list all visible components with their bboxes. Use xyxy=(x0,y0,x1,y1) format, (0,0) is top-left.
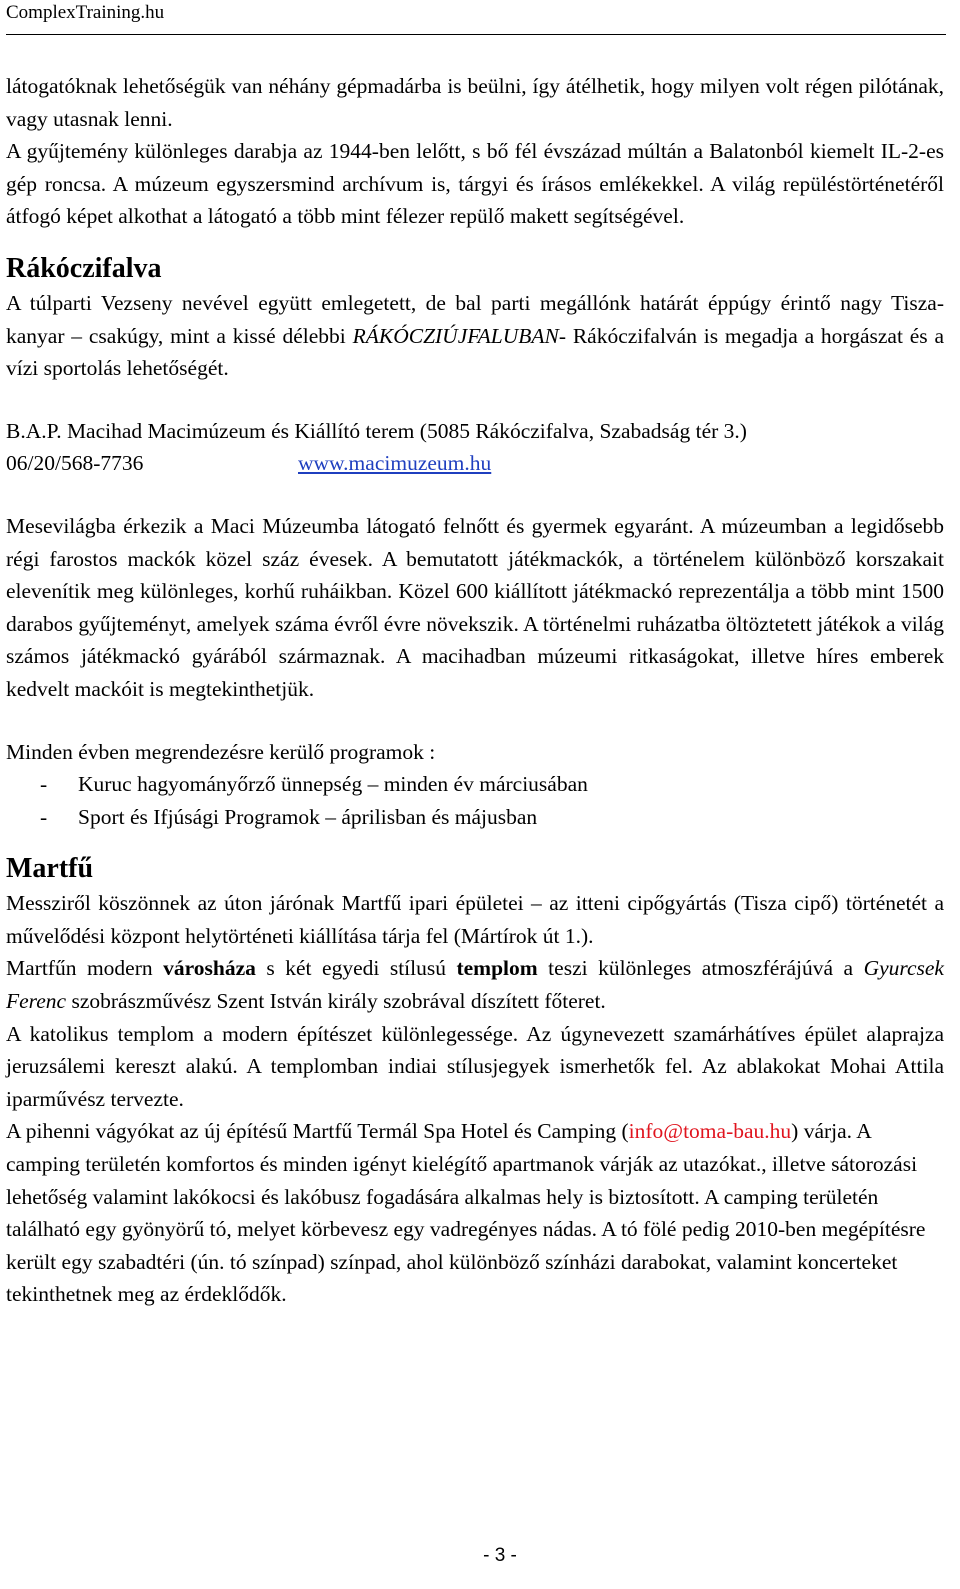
page-number: - 3 - xyxy=(483,1545,517,1566)
phone-number: 06/20/568-7736 xyxy=(6,451,144,476)
contact-row xyxy=(6,447,944,480)
program-text: Sport és Ifjúsági Programok – áprilisban és májusban xyxy=(78,804,538,829)
text-span: s két egyedi stílusú xyxy=(255,956,457,981)
list-item xyxy=(6,768,944,801)
bold-term: templom xyxy=(456,956,538,981)
person-name-italic: Gyurcsek Ferenc xyxy=(6,956,944,1014)
section-heading-martfu: Martfű xyxy=(6,853,94,885)
text-span: A pihenni vágyókat az új építésű Martfű Termál Spa Hotel és Camping ( xyxy=(6,1119,629,1144)
page-header xyxy=(6,0,946,35)
bold-term: városháza xyxy=(163,956,256,981)
section-heading-rakoczifalva: Rákóczifalva xyxy=(6,252,162,284)
page-footer xyxy=(0,1545,960,1567)
intro-paragraph-1: látogatóknak lehetőségük van néhány gépmadárba is beülni, így átélhetik, hogy milyen volt régen pilótának, vagy utasnak lenni. xyxy=(6,74,944,131)
website-link[interactable]: www.macimuzeum.hu xyxy=(298,451,492,476)
list-bullet: - xyxy=(40,804,48,829)
program-text: Kuruc hagyományőrző ünnepség – minden év márciusában xyxy=(78,772,588,797)
text-span: Martfűn modern xyxy=(6,956,164,981)
email-link[interactable]: info@toma-bau.hu xyxy=(628,1119,792,1144)
rakoczifalva-paragraph-1 xyxy=(6,287,944,385)
museum-line: B.A.P. Macihad Macimúzeum és Kiállító terem (5085 Rákóczifalva, Szabadság tér 3.) xyxy=(6,418,747,443)
place-name-italic: RÁKÓCZIÚJFALUBAN xyxy=(352,323,559,348)
list-item xyxy=(6,801,944,834)
document-body xyxy=(6,70,944,1311)
martfu-paragraph-3: A katolikus templom a modern építészet különlegessége. Az úgynevezett szamárhátíves épület alaprajza jeruzsálemi kereszt alakú. A templomban indiai stílusjegyek ismerhetők fel. Az ablakokat Mohai Attila iparművész tervezte. xyxy=(6,1021,944,1111)
text-span: A túlparti Vezseny nevével együtt emlegetett, de bal parti megállónk határát éppúgy érintő nagy Tisza-kanyar – csakúgy, mint a kissé délebbi xyxy=(6,290,944,348)
text-span: teszi különleges atmoszférájúvá a xyxy=(537,956,864,981)
text-span: szobrászművész Szent István király szobrával díszített főteret. xyxy=(66,989,606,1014)
list-bullet: - xyxy=(40,772,48,797)
text-span: ) várja. A camping területén komfortos és minden igényt kielégítő apartmanok várják az utazókat., illetve sátorozási lehetőség valamint lakókocsi és lakóbusz fogadására alkalmas hely is biztosított. A camping területén található egy gyönyörű tó, melyet körbevesz egy vadregényes nádas. A tó fölé pedig 2010-ben megépítésre került egy szabadtéri (ún. tó színpad) színpad, ahol különböző színházi darabokat, valamint koncerteket tekinthetnek meg az érdeklődők. xyxy=(6,1119,926,1307)
martfu-paragraph-2 xyxy=(6,952,944,1017)
text-span: - Rákóczifalván is megadja a horgászat és a vízi sportolás lehetőségét. xyxy=(6,323,944,381)
site-name: ComplexTraining.hu xyxy=(6,2,165,23)
rakoczifalva-paragraph-2: Mesevilágba érkezik a Maci Múzeumba látogató felnőtt és gyermek egyaránt. A múzeumban a legidősebb régi farostos mackók közel száz évesek. A bemutatott játékmackók, a történelem különböző korszakait elevenítik meg különleges, korhű ruháikban. Közel 600 kiállított játékmackó reprezentálja a több mint 1500 darabos gyűjteményt, amelyek száma évről évre növekszik. A történelmi ruházatba öltöztetett játékok a világ számos játékmackó gyárából származnak. A macihadban múzeumi ritkaságokat, illetve híres emberek kedvelt mackóit is megtekinthetjük. xyxy=(6,513,944,701)
programs-intro: Minden évben megrendezésre kerülő programok : xyxy=(6,739,436,764)
intro-paragraph-2: A gyűjtemény különleges darabja az 1944-ben lelőtt, s bő fél évszázad múltán a Balatonból kiemelt IL-2-es gép roncsa. A múzeum egyszersmind archívum is, tárgyi és írásos emlékekkel. A világ repüléstörténetéről átfogó képet alkothat a látogató a több mint félezer repülő makett segítségével. xyxy=(6,139,944,229)
martfu-paragraph-1: Messziről köszönnek az úton járónak Martfű ipari épületei – az itteni cipőgyártás (Tisza cipő) történetét a művelődési központ helytörténeti kiállítása tárja fel (Mártírok út 1.). xyxy=(6,891,944,948)
martfu-paragraph-4 xyxy=(6,1115,944,1311)
